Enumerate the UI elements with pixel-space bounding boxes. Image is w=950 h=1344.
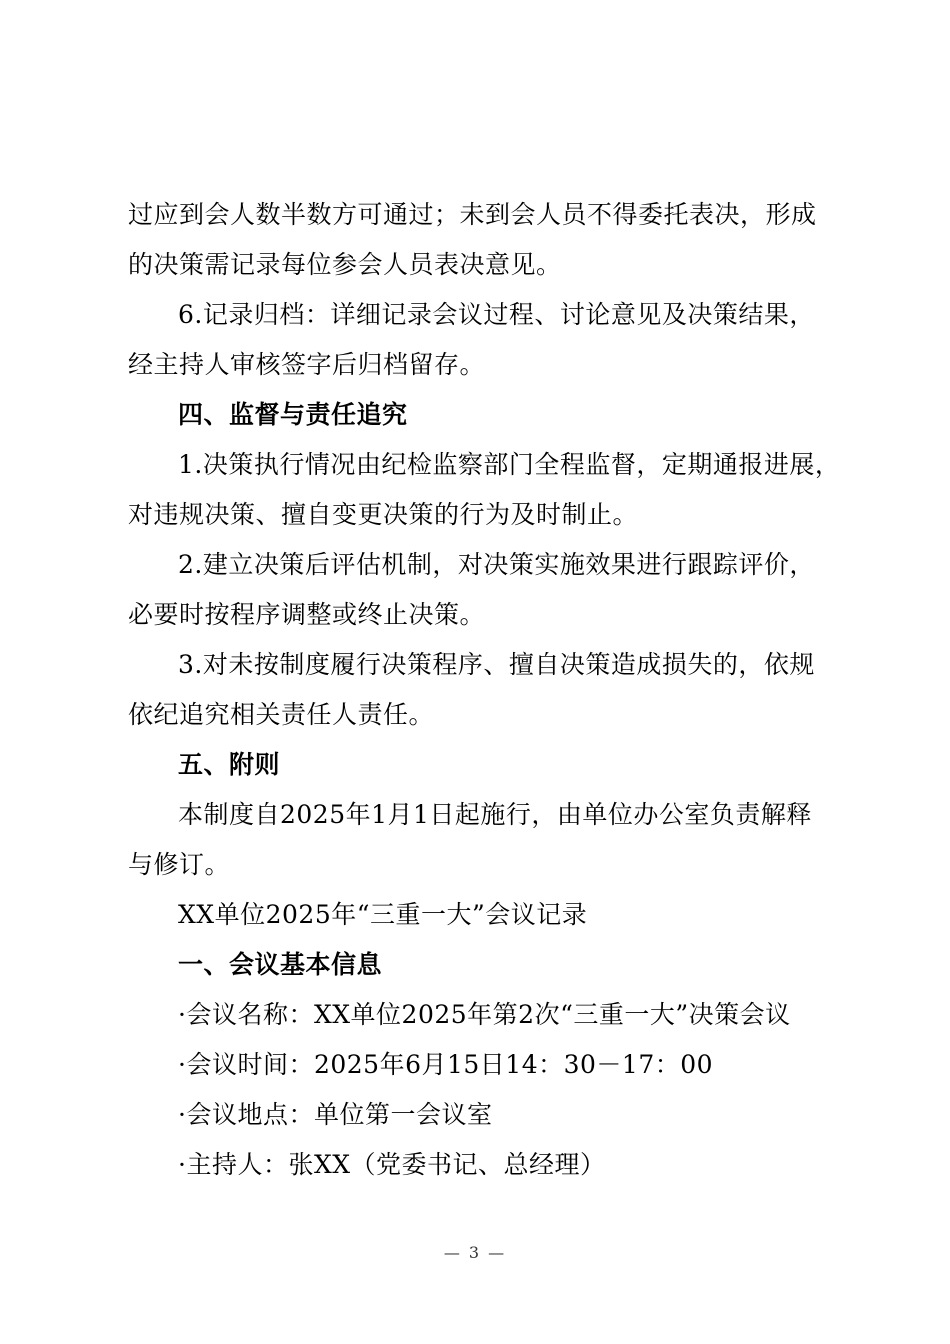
record-title: XX单位2025年“三重一大”会议记录 [178, 900, 588, 929]
paragraph-line: 6.记录归档：详细记录会议过程、讨论意见及决策结果， [178, 300, 815, 329]
paragraph-line: 过应到会人数半数方可通过；未到会人员不得委托表决，形成 [128, 200, 817, 229]
section-heading: 五、附则 [178, 750, 281, 779]
meeting-host: ·主持人：张XX（党委书记、总经理） [178, 1150, 606, 1179]
section-heading: 四、监督与责任追究 [178, 400, 408, 429]
section-heading: 一、会议基本信息 [178, 950, 383, 979]
meeting-name: ·会议名称：XX单位2025年第2次“三重一大”决策会议 [178, 1000, 791, 1029]
paragraph-line: 依纪追究相关责任人责任。 [128, 700, 435, 729]
paragraph-line: 3.对未按制度履行决策程序、擅自决策造成损失的，依规 [178, 650, 815, 679]
paragraph-line: 本制度自2025年1月1日起施行，由单位办公室负责解释 [178, 800, 812, 829]
paragraph-line: 2.建立决策后评估机制，对决策实施效果进行跟踪评价， [178, 550, 815, 579]
paragraph-line: 必要时按程序调整或终止决策。 [128, 600, 486, 629]
paragraph-line: 经主持人审核签字后归档留存。 [128, 350, 486, 379]
paragraph-line: 的决策需记录每位参会人员表决意见。 [128, 250, 562, 279]
paragraph-line: 与修订。 [128, 850, 231, 879]
page-number: — 3 — [443, 1243, 507, 1262]
meeting-location: ·会议地点：单位第一会议室 [178, 1100, 493, 1129]
meeting-time: ·会议时间：2025年6月15日14：30－17：00 [178, 1050, 714, 1079]
paragraph-line: 1.决策执行情况由纪检监察部门全程监督，定期通报进展， [178, 450, 841, 479]
document-body [128, 190, 841, 1190]
paragraph-line: 对违规决策、擅自变更决策的行为及时制止。 [128, 500, 639, 529]
